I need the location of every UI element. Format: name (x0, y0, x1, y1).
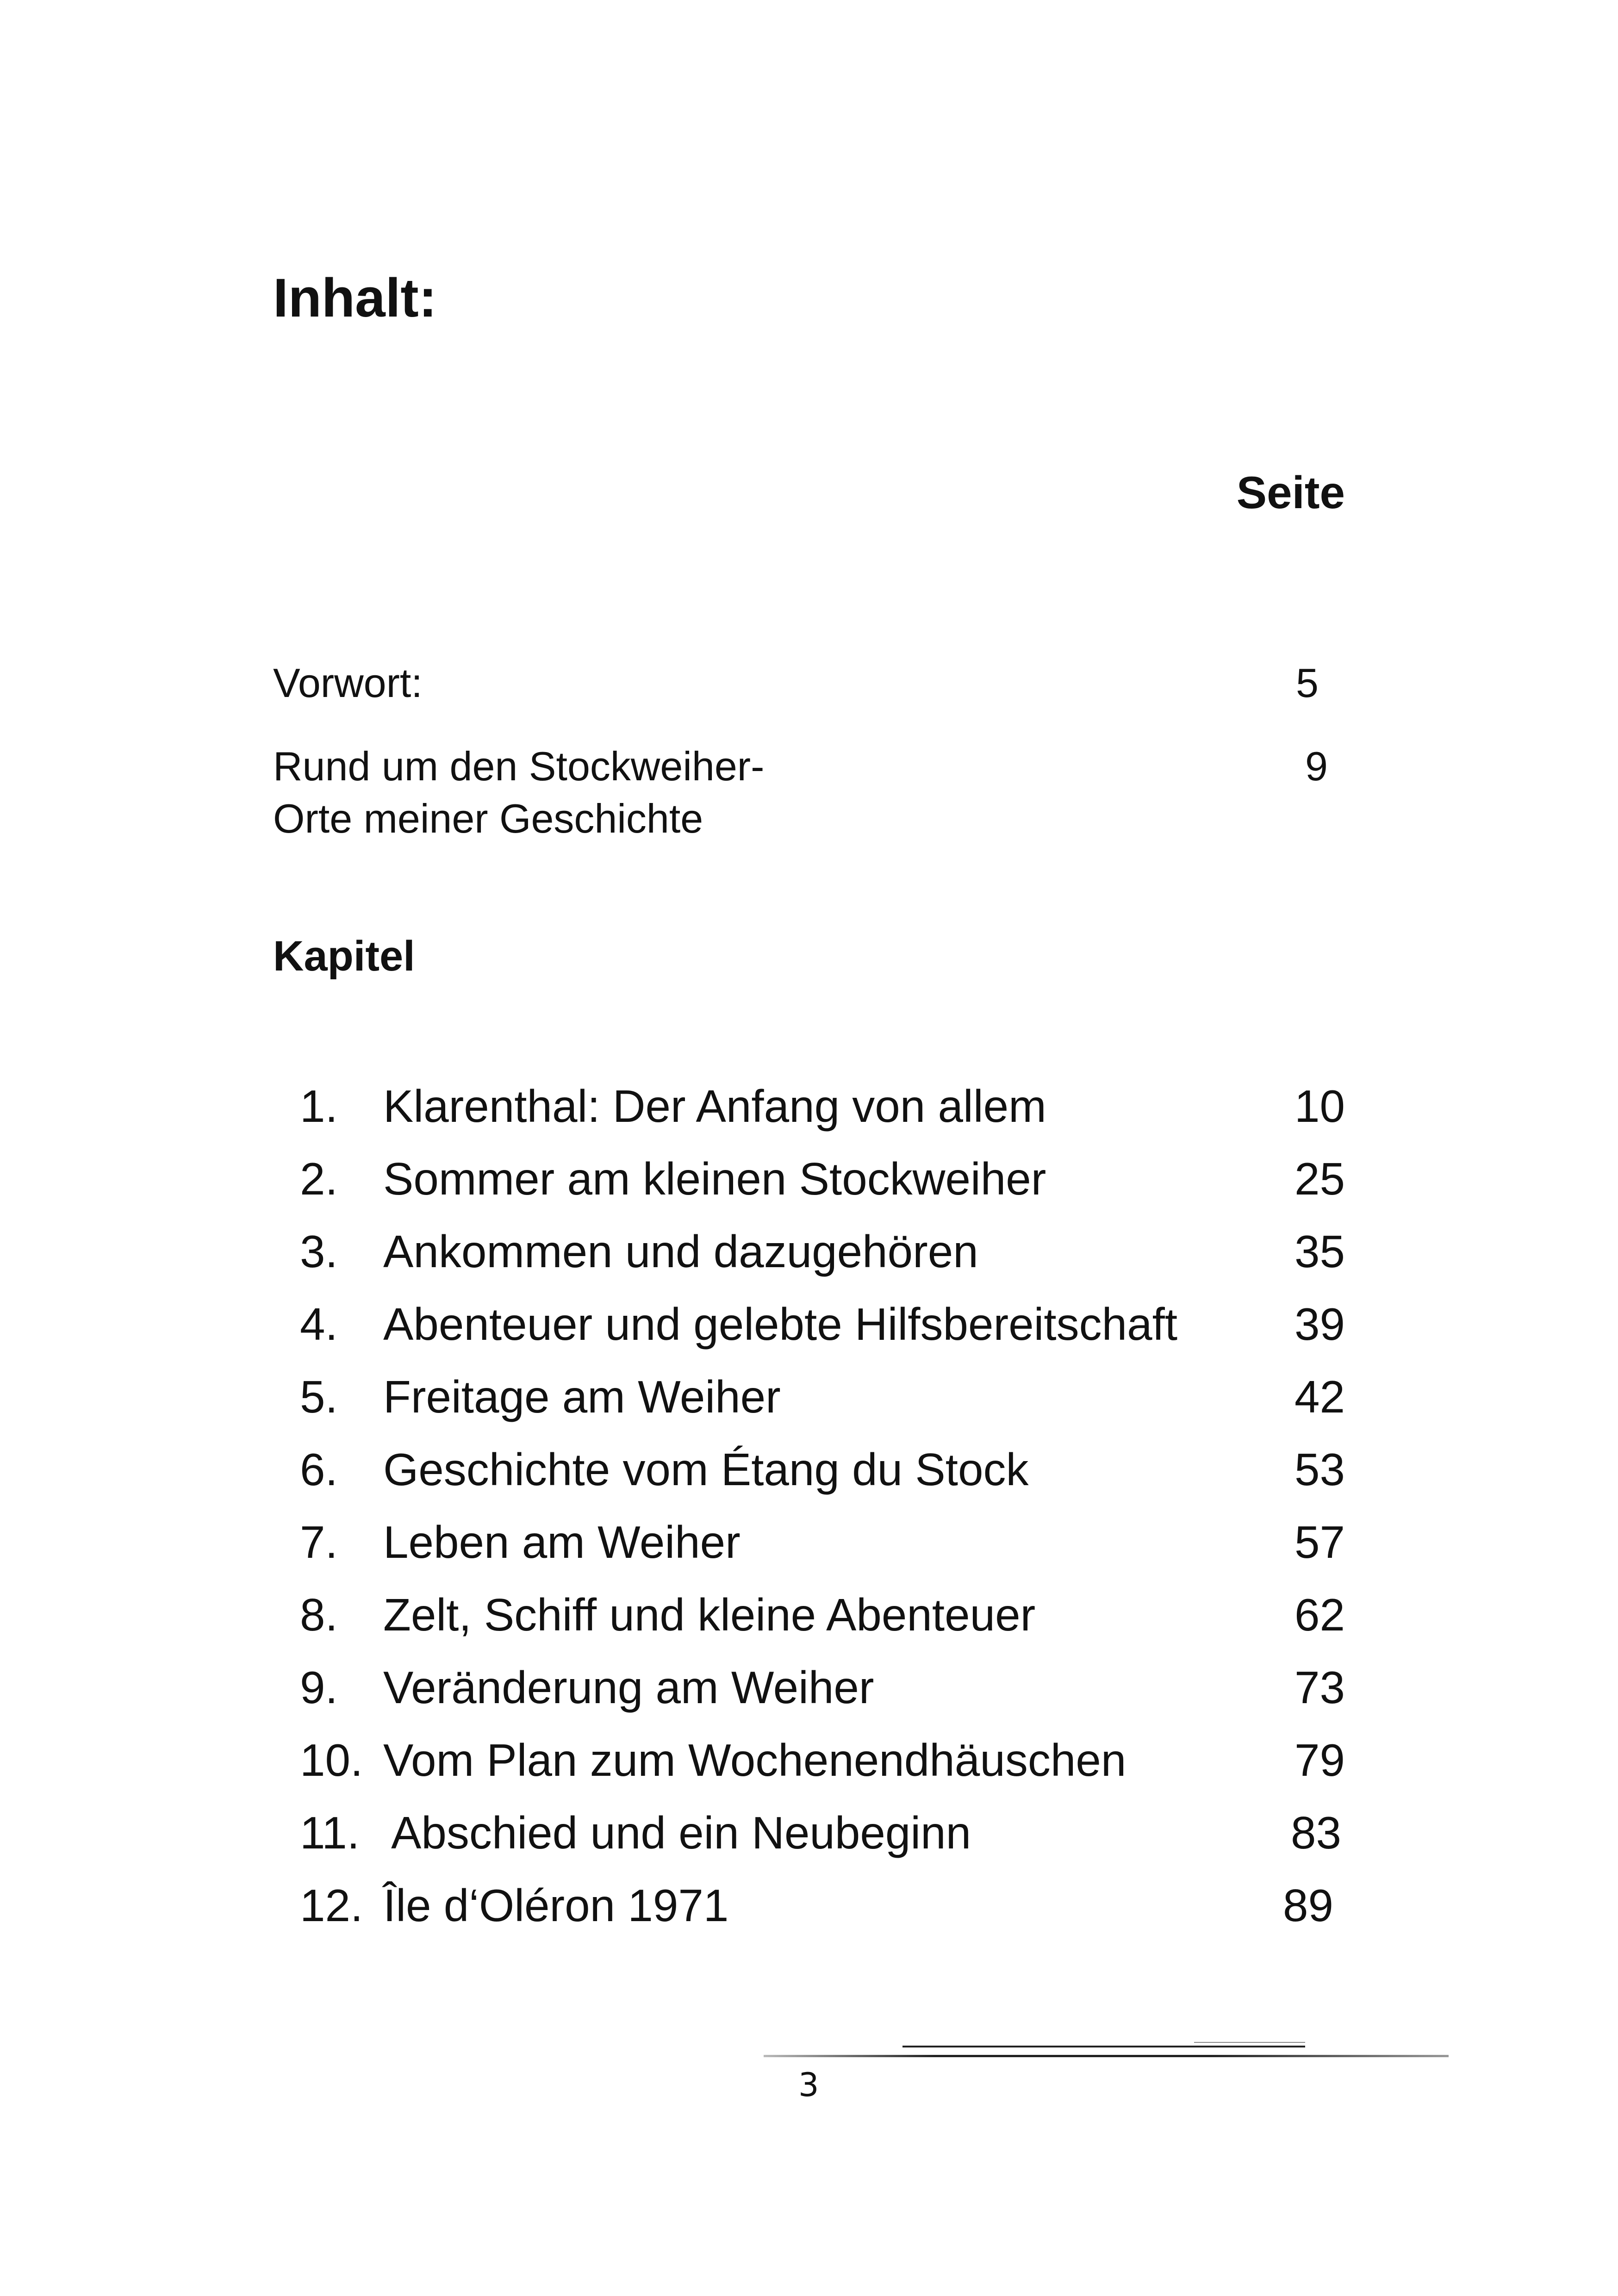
chapter-number: 4. (300, 1299, 338, 1350)
chapter-entry (0, 1076, 1618, 1136)
front-matter-page: 9 (1305, 743, 1328, 789)
chapter-page: 73 (1294, 1662, 1345, 1713)
chapter-entry (0, 1730, 1618, 1790)
chapter-title: Geschichte vom Étang du Stock (383, 1444, 1029, 1495)
chapter-number: 7. (300, 1517, 338, 1568)
page-number: 3 (798, 2066, 819, 2104)
chapter-number: 11. (300, 1807, 360, 1858)
chapter-page: 89 (1282, 1880, 1333, 1931)
chapter-number: 9. (300, 1662, 338, 1713)
front-matter-title-line: Rund um den Stockweiher- (273, 743, 765, 789)
chapter-title: Ankommen und dazugehören (383, 1226, 978, 1277)
chapter-title: Vom Plan zum Wochenendhäuschen (383, 1735, 1126, 1786)
front-matter-title: Vorwort: (273, 660, 423, 706)
chapter-number: 3. (300, 1226, 338, 1277)
chapter-page: 42 (1294, 1371, 1345, 1422)
chapter-title: Sommer am kleinen Stockweiher (383, 1153, 1046, 1204)
chapter-title: Leben am Weiher (383, 1517, 741, 1568)
footer-rule-short (902, 2046, 1305, 2047)
chapter-entry (0, 1439, 1618, 1500)
chapter-title: Veränderung am Weiher (383, 1662, 874, 1713)
chapter-page: 53 (1294, 1444, 1345, 1495)
chapter-entry (0, 1803, 1618, 1863)
chapter-number: 5. (300, 1371, 338, 1422)
chapter-entry (0, 1585, 1618, 1645)
chapter-entry (0, 1657, 1618, 1717)
chapter-number: 10. (300, 1735, 363, 1786)
chapter-page: 10 (1294, 1081, 1345, 1132)
front-matter-title-line: Orte meiner Geschichte (273, 795, 703, 841)
chapter-page: 35 (1294, 1226, 1345, 1277)
chapter-title: Freitage am Weiher (383, 1371, 781, 1422)
chapter-entry (0, 1149, 1618, 1209)
chapter-number: 6. (300, 1444, 338, 1495)
chapter-page: 79 (1294, 1735, 1345, 1786)
chapter-title: Île d‘Oléron 1971 (383, 1880, 729, 1931)
front-matter-page: 5 (1296, 660, 1319, 706)
chapter-entry (0, 1875, 1618, 1935)
chapter-page: 57 (1294, 1517, 1345, 1568)
chapter-page: 62 (1294, 1589, 1345, 1640)
toc-heading: Inhalt: (273, 268, 437, 329)
chapter-entry (0, 1221, 1618, 1282)
chapter-title: Abenteuer und gelebte Hilfsbereitschaft (383, 1299, 1178, 1350)
page-column-label: Seite (1236, 467, 1345, 518)
chapter-entry (0, 1367, 1618, 1427)
chapter-entry (0, 1512, 1618, 1572)
chapter-number: 1. (300, 1081, 338, 1132)
footer-rule-thin (1194, 2042, 1305, 2043)
chapter-page: 83 (1290, 1807, 1341, 1858)
chapter-page: 39 (1294, 1299, 1345, 1350)
chapter-number: 12. (300, 1880, 363, 1931)
chapter-number: 2. (300, 1153, 338, 1204)
chapter-entry (0, 1294, 1618, 1354)
chapter-title: Klarenthal: Der Anfang von allem (383, 1081, 1046, 1132)
chapter-title: Abschied und ein Neubeginn (391, 1807, 971, 1858)
chapter-heading: Kapitel (273, 933, 415, 980)
footer-rule (764, 2055, 1449, 2057)
chapter-number: 8. (300, 1589, 338, 1640)
chapter-title: Zelt, Schiff und kleine Abenteuer (383, 1589, 1036, 1640)
chapter-page: 25 (1294, 1153, 1345, 1204)
